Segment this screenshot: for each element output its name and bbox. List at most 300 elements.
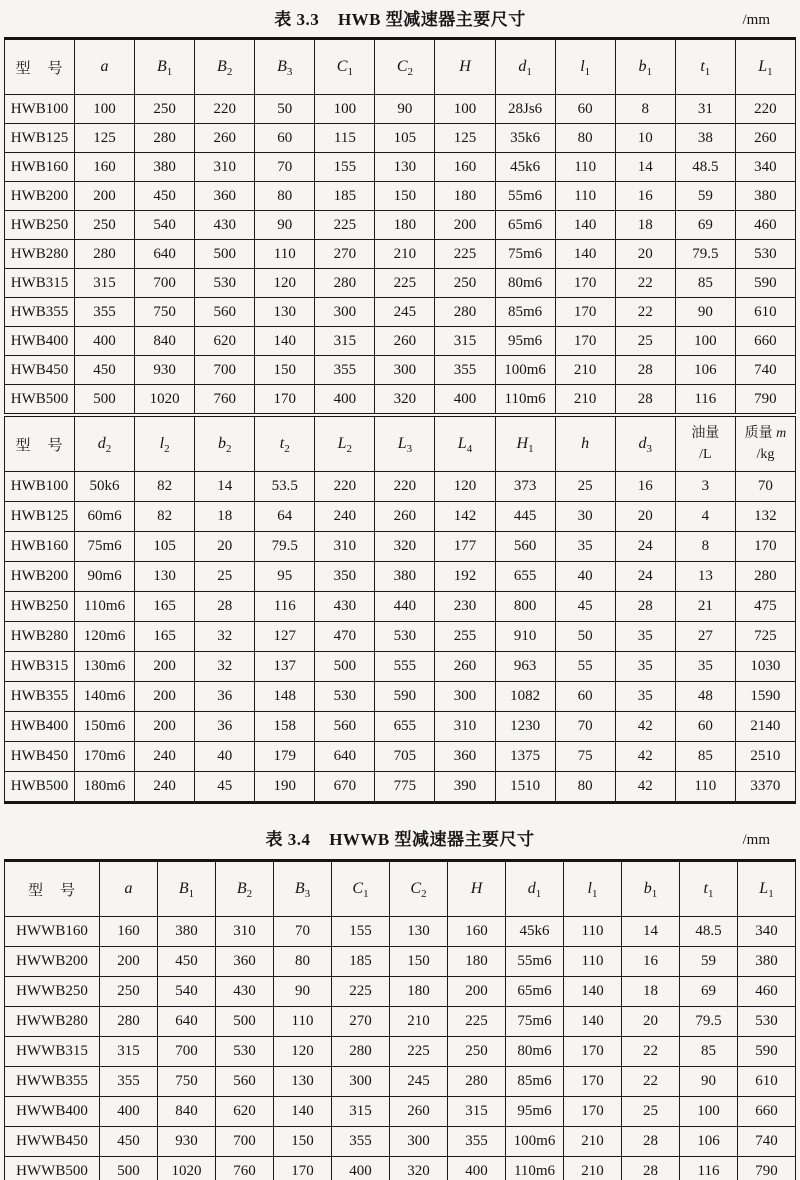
column-header: $l_2$ bbox=[135, 415, 195, 472]
value-cell: 170 bbox=[564, 1037, 622, 1067]
model-cell: HWB500 bbox=[5, 772, 75, 803]
value-cell: 79.5 bbox=[675, 240, 735, 269]
value-cell: 90 bbox=[255, 211, 315, 240]
value-cell: 200 bbox=[135, 652, 195, 682]
value-cell: 60 bbox=[255, 124, 315, 153]
value-cell: 137 bbox=[255, 652, 315, 682]
value-cell: 800 bbox=[495, 592, 555, 622]
column-header: a bbox=[75, 39, 135, 95]
value-cell: 220 bbox=[195, 95, 255, 124]
table-row bbox=[5, 1067, 796, 1097]
value-cell: 20 bbox=[622, 1007, 680, 1037]
table-row bbox=[5, 947, 796, 977]
value-cell: 225 bbox=[435, 240, 495, 269]
value-cell: 400 bbox=[435, 385, 495, 414]
value-cell: 120 bbox=[435, 472, 495, 502]
value-cell: 14 bbox=[195, 472, 255, 502]
value-cell: 140m6 bbox=[75, 682, 135, 712]
value-cell: 70 bbox=[274, 917, 332, 947]
value-cell: 450 bbox=[135, 182, 195, 211]
value-cell: 300 bbox=[332, 1067, 390, 1097]
value-cell: 350 bbox=[315, 562, 375, 592]
value-cell: 260 bbox=[375, 327, 435, 356]
value-cell: 530 bbox=[195, 269, 255, 298]
value-cell: 270 bbox=[315, 240, 375, 269]
value-cell: 210 bbox=[564, 1157, 622, 1180]
model-cell: HWB355 bbox=[5, 298, 75, 327]
value-cell: 620 bbox=[195, 327, 255, 356]
table-row bbox=[5, 562, 796, 592]
column-header: $C_1$ bbox=[315, 39, 375, 95]
value-cell: 450 bbox=[75, 356, 135, 385]
value-cell: 475 bbox=[735, 592, 795, 622]
value-cell: 110 bbox=[564, 917, 622, 947]
value-cell: 355 bbox=[435, 356, 495, 385]
value-cell: 540 bbox=[135, 211, 195, 240]
value-cell: 340 bbox=[738, 917, 796, 947]
value-cell: 148 bbox=[255, 682, 315, 712]
column-header: $B_3$ bbox=[255, 39, 315, 95]
value-cell: 140 bbox=[564, 977, 622, 1007]
value-cell: 80 bbox=[255, 182, 315, 211]
value-cell: 185 bbox=[315, 182, 375, 211]
value-cell: 90 bbox=[375, 95, 435, 124]
value-cell: 106 bbox=[680, 1127, 738, 1157]
value-cell: 20 bbox=[615, 240, 675, 269]
table1-caption bbox=[4, 7, 796, 33]
column-header: $d_2$ bbox=[75, 415, 135, 472]
value-cell: 655 bbox=[495, 562, 555, 592]
table-row bbox=[5, 153, 796, 182]
value-cell: 220 bbox=[735, 95, 795, 124]
value-cell: 670 bbox=[315, 772, 375, 803]
value-cell: 170 bbox=[564, 1097, 622, 1127]
value-cell: 200 bbox=[75, 182, 135, 211]
value-cell: 130 bbox=[390, 917, 448, 947]
value-cell: 42 bbox=[615, 772, 675, 803]
value-cell: 50 bbox=[255, 95, 315, 124]
value-cell: 106 bbox=[675, 356, 735, 385]
table-row bbox=[5, 95, 796, 124]
value-cell: 500 bbox=[100, 1157, 158, 1180]
column-header: $b_1$ bbox=[622, 861, 680, 917]
table-row bbox=[5, 622, 796, 652]
value-cell: 16 bbox=[622, 947, 680, 977]
value-cell: 310 bbox=[216, 917, 274, 947]
value-cell: 120m6 bbox=[75, 622, 135, 652]
value-cell: 220 bbox=[315, 472, 375, 502]
value-cell: 170 bbox=[564, 1067, 622, 1097]
value-cell: 170m6 bbox=[75, 742, 135, 772]
value-cell: 28Js6 bbox=[495, 95, 555, 124]
value-cell: 22 bbox=[622, 1067, 680, 1097]
model-cell: HWWB250 bbox=[5, 977, 100, 1007]
table1-caption-title: HWB 型减速器主要尺寸 bbox=[337, 10, 526, 29]
table2-unit-label: /mm bbox=[742, 832, 770, 848]
value-cell: 95m6 bbox=[506, 1097, 564, 1127]
value-cell: 750 bbox=[158, 1067, 216, 1097]
value-cell: 790 bbox=[738, 1157, 796, 1180]
column-header: $b_2$ bbox=[195, 415, 255, 472]
value-cell: 150m6 bbox=[75, 712, 135, 742]
value-cell: 40 bbox=[195, 742, 255, 772]
value-cell: 210 bbox=[390, 1007, 448, 1037]
value-cell: 110m6 bbox=[506, 1157, 564, 1180]
column-header: h bbox=[555, 415, 615, 472]
value-cell: 40 bbox=[555, 562, 615, 592]
value-cell: 42 bbox=[615, 712, 675, 742]
table-row bbox=[5, 1157, 796, 1180]
value-cell: 280 bbox=[100, 1007, 158, 1037]
column-header: $b_1$ bbox=[615, 39, 675, 95]
value-cell: 450 bbox=[100, 1127, 158, 1157]
value-cell: 530 bbox=[216, 1037, 274, 1067]
model-cell: HWB450 bbox=[5, 742, 75, 772]
value-cell: 100 bbox=[675, 327, 735, 356]
value-cell: 400 bbox=[448, 1157, 506, 1180]
value-cell: 400 bbox=[100, 1097, 158, 1127]
value-cell: 95 bbox=[255, 562, 315, 592]
value-cell: 60 bbox=[555, 95, 615, 124]
value-cell: 8 bbox=[675, 532, 735, 562]
value-cell: 355 bbox=[100, 1067, 158, 1097]
value-cell: 28 bbox=[622, 1157, 680, 1180]
value-cell: 380 bbox=[738, 947, 796, 977]
value-cell: 130 bbox=[255, 298, 315, 327]
value-cell: 13 bbox=[675, 562, 735, 592]
value-cell: 300 bbox=[375, 356, 435, 385]
value-cell: 16 bbox=[615, 182, 675, 211]
value-cell: 55 bbox=[555, 652, 615, 682]
model-cell: HWWB450 bbox=[5, 1127, 100, 1157]
value-cell: 590 bbox=[735, 269, 795, 298]
value-cell: 27 bbox=[675, 622, 735, 652]
value-cell: 530 bbox=[375, 622, 435, 652]
value-cell: 69 bbox=[680, 977, 738, 1007]
model-cell: HWB355 bbox=[5, 682, 75, 712]
value-cell: 740 bbox=[738, 1127, 796, 1157]
column-header: H bbox=[435, 39, 495, 95]
table-row bbox=[5, 712, 796, 742]
header-row bbox=[5, 39, 796, 95]
value-cell: 280 bbox=[332, 1037, 390, 1067]
value-cell: 245 bbox=[375, 298, 435, 327]
value-cell: 80m6 bbox=[495, 269, 555, 298]
value-cell: 75m6 bbox=[495, 240, 555, 269]
value-cell: 90 bbox=[675, 298, 735, 327]
value-cell: 142 bbox=[435, 502, 495, 532]
table-row bbox=[5, 182, 796, 211]
value-cell: 225 bbox=[332, 977, 390, 1007]
value-cell: 65m6 bbox=[506, 977, 564, 1007]
value-cell: 200 bbox=[135, 682, 195, 712]
value-cell: 14 bbox=[622, 917, 680, 947]
value-cell: 28 bbox=[615, 356, 675, 385]
value-cell: 315 bbox=[75, 269, 135, 298]
value-cell: 380 bbox=[135, 153, 195, 182]
value-cell: 170 bbox=[555, 327, 615, 356]
value-cell: 700 bbox=[216, 1127, 274, 1157]
value-cell: 24 bbox=[615, 532, 675, 562]
value-cell: 48.5 bbox=[675, 153, 735, 182]
column-header: 油量 /L bbox=[675, 415, 735, 472]
column-header: $C_2$ bbox=[375, 39, 435, 95]
value-cell: 225 bbox=[390, 1037, 448, 1067]
value-cell: 500 bbox=[216, 1007, 274, 1037]
column-header: $t_1$ bbox=[680, 861, 738, 917]
value-cell: 655 bbox=[375, 712, 435, 742]
value-cell: 530 bbox=[735, 240, 795, 269]
value-cell: 245 bbox=[390, 1067, 448, 1097]
value-cell: 200 bbox=[100, 947, 158, 977]
value-cell: 210 bbox=[555, 356, 615, 385]
value-cell: 360 bbox=[195, 182, 255, 211]
value-cell: 75 bbox=[555, 742, 615, 772]
model-cell: HWWB400 bbox=[5, 1097, 100, 1127]
column-header: $t_1$ bbox=[675, 39, 735, 95]
value-cell: 18 bbox=[195, 502, 255, 532]
value-cell: 45k6 bbox=[495, 153, 555, 182]
value-cell: 35 bbox=[675, 652, 735, 682]
value-cell: 35 bbox=[615, 622, 675, 652]
value-cell: 130m6 bbox=[75, 652, 135, 682]
value-cell: 300 bbox=[315, 298, 375, 327]
value-cell: 270 bbox=[332, 1007, 390, 1037]
value-cell: 140 bbox=[555, 211, 615, 240]
model-cell: HWB100 bbox=[5, 472, 75, 502]
value-cell: 140 bbox=[255, 327, 315, 356]
value-cell: 110m6 bbox=[495, 385, 555, 414]
value-cell: 3 bbox=[675, 472, 735, 502]
value-cell: 255 bbox=[435, 622, 495, 652]
value-cell: 110 bbox=[555, 182, 615, 211]
value-cell: 930 bbox=[158, 1127, 216, 1157]
value-cell: 75m6 bbox=[75, 532, 135, 562]
value-cell: 380 bbox=[735, 182, 795, 211]
value-cell: 250 bbox=[100, 977, 158, 1007]
value-cell: 158 bbox=[255, 712, 315, 742]
value-cell: 360 bbox=[216, 947, 274, 977]
value-cell: 240 bbox=[315, 502, 375, 532]
table2-caption-number: 表 3.4 bbox=[265, 830, 311, 849]
value-cell: 1030 bbox=[735, 652, 795, 682]
value-cell: 160 bbox=[100, 917, 158, 947]
value-cell: 180 bbox=[448, 947, 506, 977]
model-cell: HWB400 bbox=[5, 712, 75, 742]
value-cell: 3370 bbox=[735, 772, 795, 803]
table-row bbox=[5, 1007, 796, 1037]
value-cell: 280 bbox=[448, 1067, 506, 1097]
value-cell: 165 bbox=[135, 592, 195, 622]
value-cell: 22 bbox=[622, 1037, 680, 1067]
value-cell: 170 bbox=[735, 532, 795, 562]
value-cell: 100 bbox=[680, 1097, 738, 1127]
value-cell: 100 bbox=[435, 95, 495, 124]
value-cell: 38 bbox=[675, 124, 735, 153]
value-cell: 45 bbox=[555, 592, 615, 622]
value-cell: 90 bbox=[680, 1067, 738, 1097]
value-cell: 315 bbox=[100, 1037, 158, 1067]
value-cell: 620 bbox=[216, 1097, 274, 1127]
value-cell: 660 bbox=[735, 327, 795, 356]
value-cell: 260 bbox=[435, 652, 495, 682]
value-cell: 260 bbox=[390, 1097, 448, 1127]
value-cell: 225 bbox=[315, 211, 375, 240]
value-cell: 155 bbox=[315, 153, 375, 182]
model-cell: HWWB280 bbox=[5, 1007, 100, 1037]
value-cell: 240 bbox=[135, 772, 195, 803]
value-cell: 177 bbox=[435, 532, 495, 562]
table-row bbox=[5, 269, 796, 298]
value-cell: 35k6 bbox=[495, 124, 555, 153]
table-row bbox=[5, 532, 796, 562]
value-cell: 963 bbox=[495, 652, 555, 682]
value-cell: 610 bbox=[735, 298, 795, 327]
value-cell: 1510 bbox=[495, 772, 555, 803]
hwb-dimensions-table-upper bbox=[4, 37, 796, 413]
value-cell: 80 bbox=[555, 772, 615, 803]
table-row bbox=[5, 472, 796, 502]
value-cell: 1020 bbox=[135, 385, 195, 414]
value-cell: 90m6 bbox=[75, 562, 135, 592]
value-cell: 140 bbox=[274, 1097, 332, 1127]
value-cell: 260 bbox=[375, 502, 435, 532]
value-cell: 760 bbox=[195, 385, 255, 414]
column-header: $L_1$ bbox=[738, 861, 796, 917]
value-cell: 610 bbox=[738, 1067, 796, 1097]
value-cell: 100m6 bbox=[506, 1127, 564, 1157]
value-cell: 260 bbox=[735, 124, 795, 153]
column-header: $l_1$ bbox=[564, 861, 622, 917]
value-cell: 179 bbox=[255, 742, 315, 772]
table-row bbox=[5, 385, 796, 414]
value-cell: 100m6 bbox=[495, 356, 555, 385]
value-cell: 48.5 bbox=[680, 917, 738, 947]
value-cell: 70 bbox=[255, 153, 315, 182]
table1-unit-label: /mm bbox=[742, 12, 770, 28]
value-cell: 30 bbox=[555, 502, 615, 532]
value-cell: 230 bbox=[435, 592, 495, 622]
model-cell: HWB450 bbox=[5, 356, 75, 385]
table-row bbox=[5, 298, 796, 327]
table-row bbox=[5, 917, 796, 947]
value-cell: 500 bbox=[75, 385, 135, 414]
value-cell: 210 bbox=[564, 1127, 622, 1157]
model-cell: HWB315 bbox=[5, 652, 75, 682]
value-cell: 85m6 bbox=[495, 298, 555, 327]
value-cell: 185 bbox=[332, 947, 390, 977]
model-cell: HWB100 bbox=[5, 95, 75, 124]
value-cell: 640 bbox=[135, 240, 195, 269]
value-cell: 355 bbox=[75, 298, 135, 327]
value-cell: 250 bbox=[75, 211, 135, 240]
value-cell: 280 bbox=[435, 298, 495, 327]
value-cell: 460 bbox=[735, 211, 795, 240]
value-cell: 460 bbox=[738, 977, 796, 1007]
value-cell: 180 bbox=[435, 182, 495, 211]
value-cell: 28 bbox=[615, 592, 675, 622]
value-cell: 22 bbox=[615, 298, 675, 327]
value-cell: 355 bbox=[315, 356, 375, 385]
value-cell: 60 bbox=[675, 712, 735, 742]
value-cell: 225 bbox=[448, 1007, 506, 1037]
table-row bbox=[5, 124, 796, 153]
value-cell: 340 bbox=[735, 153, 795, 182]
value-cell: 155 bbox=[332, 917, 390, 947]
value-cell: 16 bbox=[615, 472, 675, 502]
value-cell: 1590 bbox=[735, 682, 795, 712]
value-cell: 35 bbox=[615, 682, 675, 712]
value-cell: 25 bbox=[195, 562, 255, 592]
value-cell: 160 bbox=[75, 153, 135, 182]
value-cell: 200 bbox=[448, 977, 506, 1007]
column-header: $L_2$ bbox=[315, 415, 375, 472]
value-cell: 1082 bbox=[495, 682, 555, 712]
value-cell: 69 bbox=[675, 211, 735, 240]
value-cell: 180m6 bbox=[75, 772, 135, 803]
value-cell: 470 bbox=[315, 622, 375, 652]
value-cell: 320 bbox=[375, 532, 435, 562]
column-header: $B_3$ bbox=[274, 861, 332, 917]
value-cell: 28 bbox=[622, 1127, 680, 1157]
value-cell: 445 bbox=[495, 502, 555, 532]
value-cell: 80 bbox=[555, 124, 615, 153]
value-cell: 390 bbox=[435, 772, 495, 803]
value-cell: 170 bbox=[555, 298, 615, 327]
value-cell: 42 bbox=[615, 742, 675, 772]
table-row bbox=[5, 742, 796, 772]
value-cell: 300 bbox=[435, 682, 495, 712]
model-cell: HWB280 bbox=[5, 240, 75, 269]
model-cell: HWB315 bbox=[5, 269, 75, 298]
hwwb-dimensions-table bbox=[4, 859, 796, 1180]
table-row bbox=[5, 1097, 796, 1127]
value-cell: 640 bbox=[315, 742, 375, 772]
model-cell: HWWB355 bbox=[5, 1067, 100, 1097]
model-cell: HWB280 bbox=[5, 622, 75, 652]
value-cell: 14 bbox=[615, 153, 675, 182]
column-header: $H_1$ bbox=[495, 415, 555, 472]
value-cell: 82 bbox=[135, 472, 195, 502]
value-cell: 140 bbox=[555, 240, 615, 269]
value-cell: 373 bbox=[495, 472, 555, 502]
value-cell: 540 bbox=[158, 977, 216, 1007]
value-cell: 150 bbox=[255, 356, 315, 385]
value-cell: 110 bbox=[274, 1007, 332, 1037]
value-cell: 130 bbox=[274, 1067, 332, 1097]
value-cell: 110 bbox=[675, 772, 735, 803]
value-cell: 32 bbox=[195, 622, 255, 652]
value-cell: 160 bbox=[435, 153, 495, 182]
value-cell: 125 bbox=[75, 124, 135, 153]
value-cell: 430 bbox=[195, 211, 255, 240]
value-cell: 80 bbox=[274, 947, 332, 977]
value-cell: 18 bbox=[622, 977, 680, 1007]
value-cell: 725 bbox=[735, 622, 795, 652]
column-header: $B_1$ bbox=[158, 861, 216, 917]
value-cell: 315 bbox=[332, 1097, 390, 1127]
table1-caption-number: 表 3.3 bbox=[274, 10, 320, 29]
model-cell: HWB250 bbox=[5, 592, 75, 622]
table-row bbox=[5, 977, 796, 1007]
column-header: $C_1$ bbox=[332, 861, 390, 917]
value-cell: 1230 bbox=[495, 712, 555, 742]
table-row bbox=[5, 240, 796, 269]
model-cell: HWB160 bbox=[5, 532, 75, 562]
value-cell: 85 bbox=[675, 742, 735, 772]
column-header: $B_2$ bbox=[216, 861, 274, 917]
value-cell: 28 bbox=[195, 592, 255, 622]
